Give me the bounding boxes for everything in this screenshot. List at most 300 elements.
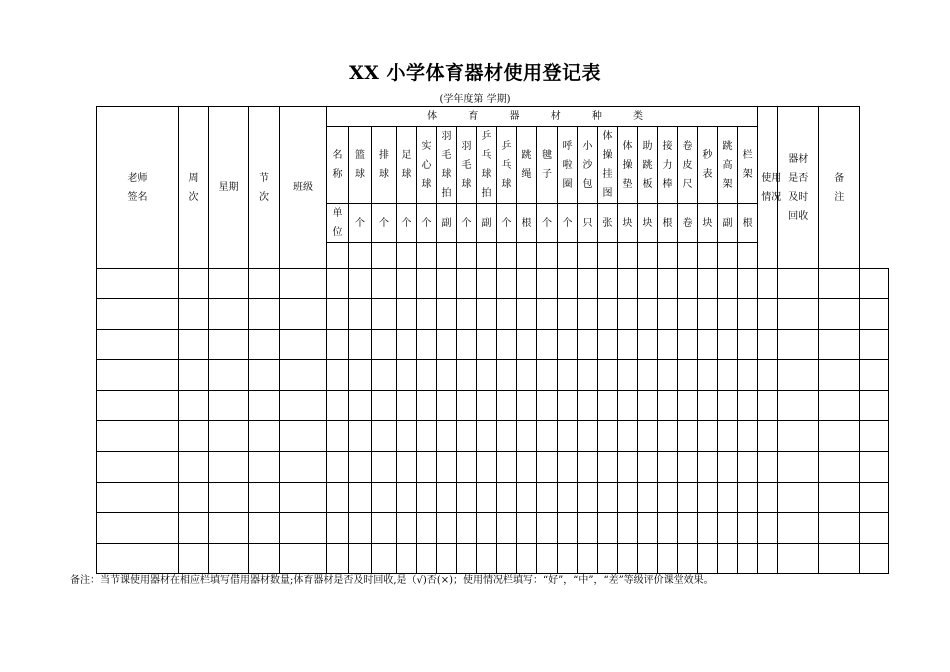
entry-cell[interactable] (558, 451, 578, 482)
entry-cell[interactable] (417, 451, 437, 482)
entry-cell[interactable] (778, 329, 819, 360)
entry-cell[interactable] (738, 269, 758, 299)
entry-cell[interactable] (578, 421, 598, 452)
entry-cell[interactable] (698, 390, 718, 421)
entry-cell[interactable] (349, 421, 372, 452)
entry-cell[interactable] (758, 299, 778, 330)
entry-cell[interactable] (578, 390, 598, 421)
entry-cell[interactable] (758, 390, 778, 421)
entry-cell[interactable] (718, 360, 738, 391)
entry-cell[interactable] (417, 329, 437, 360)
entry-cell[interactable] (678, 543, 698, 574)
entry-cell[interactable] (327, 543, 349, 574)
entry-cell[interactable] (819, 482, 860, 513)
entry-cell[interactable] (417, 543, 437, 574)
entry-cell[interactable] (558, 421, 578, 452)
entry-cell[interactable] (658, 329, 678, 360)
entry-cell[interactable] (537, 269, 558, 299)
entry-cell[interactable] (372, 451, 397, 482)
entry-cell[interactable] (678, 390, 698, 421)
entry-cell[interactable] (860, 513, 889, 544)
entry-cell[interactable] (249, 360, 280, 391)
entry-cell[interactable] (638, 329, 658, 360)
entry-cell[interactable] (558, 299, 578, 330)
entry-cell[interactable] (819, 360, 860, 391)
entry-cell[interactable] (698, 543, 718, 574)
entry-cell[interactable] (638, 269, 658, 299)
entry-cell[interactable] (658, 269, 678, 299)
entry-cell[interactable] (417, 421, 437, 452)
entry-cell[interactable] (349, 513, 372, 544)
entry-cell[interactable] (477, 299, 497, 330)
entry-cell[interactable] (598, 329, 618, 360)
entry-cell[interactable] (372, 421, 397, 452)
entry-cell[interactable] (417, 482, 437, 513)
entry-cell[interactable] (537, 421, 558, 452)
entry-cell[interactable] (497, 360, 517, 391)
entry-cell[interactable] (417, 360, 437, 391)
entry-cell[interactable] (179, 451, 209, 482)
entry-cell[interactable] (477, 451, 497, 482)
entry-cell[interactable] (417, 513, 437, 544)
entry-cell[interactable] (819, 329, 860, 360)
entry-cell[interactable] (477, 269, 497, 299)
entry-cell[interactable] (497, 390, 517, 421)
entry-cell[interactable] (249, 269, 280, 299)
entry-cell[interactable] (860, 451, 889, 482)
entry-cell[interactable] (578, 299, 598, 330)
entry-cell[interactable] (819, 269, 860, 299)
entry-cell[interactable] (778, 421, 819, 452)
entry-cell[interactable] (97, 482, 179, 513)
entry-cell[interactable] (457, 451, 477, 482)
entry-cell[interactable] (618, 451, 638, 482)
entry-cell[interactable] (718, 421, 738, 452)
entry-cell[interactable] (778, 360, 819, 391)
entry-cell[interactable] (97, 269, 179, 299)
entry-cell[interactable] (497, 543, 517, 574)
entry-cell[interactable] (517, 543, 537, 574)
entry-cell[interactable] (517, 299, 537, 330)
entry-cell[interactable] (819, 451, 860, 482)
entry-cell[interactable] (598, 513, 618, 544)
entry-cell[interactable] (457, 269, 477, 299)
entry-cell[interactable] (97, 513, 179, 544)
entry-cell[interactable] (437, 513, 457, 544)
entry-cell[interactable] (537, 299, 558, 330)
entry-cell[interactable] (397, 482, 417, 513)
entry-cell[interactable] (349, 543, 372, 574)
entry-cell[interactable] (678, 329, 698, 360)
entry-cell[interactable] (618, 513, 638, 544)
entry-cell[interactable] (249, 421, 280, 452)
entry-cell[interactable] (618, 482, 638, 513)
entry-cell[interactable] (397, 513, 417, 544)
entry-cell[interactable] (860, 269, 889, 299)
entry-cell[interactable] (658, 543, 678, 574)
entry-cell[interactable] (97, 543, 179, 574)
entry-cell[interactable] (698, 329, 718, 360)
entry-cell[interactable] (578, 513, 598, 544)
entry-cell[interactable] (437, 360, 457, 391)
entry-cell[interactable] (618, 543, 638, 574)
entry-cell[interactable] (537, 329, 558, 360)
entry-cell[interactable] (718, 269, 738, 299)
entry-cell[interactable] (179, 329, 209, 360)
entry-cell[interactable] (638, 451, 658, 482)
entry-cell[interactable] (618, 269, 638, 299)
entry-cell[interactable] (437, 451, 457, 482)
entry-cell[interactable] (249, 329, 280, 360)
entry-cell[interactable] (280, 482, 327, 513)
entry-cell[interactable] (209, 360, 249, 391)
entry-cell[interactable] (457, 329, 477, 360)
entry-cell[interactable] (280, 421, 327, 452)
entry-cell[interactable] (558, 390, 578, 421)
entry-cell[interactable] (778, 543, 819, 574)
entry-cell[interactable] (437, 390, 457, 421)
entry-cell[interactable] (678, 299, 698, 330)
entry-cell[interactable] (578, 543, 598, 574)
entry-cell[interactable] (638, 360, 658, 391)
entry-cell[interactable] (517, 269, 537, 299)
entry-cell[interactable] (578, 451, 598, 482)
entry-cell[interactable] (457, 482, 477, 513)
entry-cell[interactable] (517, 329, 537, 360)
entry-cell[interactable] (598, 451, 618, 482)
entry-cell[interactable] (517, 482, 537, 513)
entry-cell[interactable] (397, 390, 417, 421)
entry-cell[interactable] (638, 421, 658, 452)
entry-cell[interactable] (372, 360, 397, 391)
entry-cell[interactable] (457, 543, 477, 574)
entry-cell[interactable] (718, 451, 738, 482)
entry-cell[interactable] (537, 360, 558, 391)
entry-cell[interactable] (397, 421, 417, 452)
entry-cell[interactable] (517, 360, 537, 391)
entry-cell[interactable] (658, 421, 678, 452)
entry-cell[interactable] (758, 482, 778, 513)
entry-cell[interactable] (349, 451, 372, 482)
entry-cell[interactable] (698, 360, 718, 391)
entry-cell[interactable] (718, 299, 738, 330)
entry-cell[interactable] (578, 329, 598, 360)
entry-cell[interactable] (280, 269, 327, 299)
entry-cell[interactable] (558, 513, 578, 544)
entry-cell[interactable] (598, 269, 618, 299)
entry-cell[interactable] (778, 299, 819, 330)
entry-cell[interactable] (618, 299, 638, 330)
entry-cell[interactable] (738, 451, 758, 482)
entry-cell[interactable] (860, 543, 889, 574)
entry-cell[interactable] (718, 482, 738, 513)
entry-cell[interactable] (598, 482, 618, 513)
entry-cell[interactable] (718, 390, 738, 421)
entry-cell[interactable] (97, 329, 179, 360)
entry-cell[interactable] (678, 269, 698, 299)
entry-cell[interactable] (179, 269, 209, 299)
entry-cell[interactable] (437, 482, 457, 513)
entry-cell[interactable] (497, 451, 517, 482)
entry-cell[interactable] (537, 543, 558, 574)
entry-cell[interactable] (678, 451, 698, 482)
entry-cell[interactable] (658, 299, 678, 330)
entry-cell[interactable] (638, 390, 658, 421)
entry-cell[interactable] (280, 299, 327, 330)
entry-cell[interactable] (372, 269, 397, 299)
entry-cell[interactable] (738, 390, 758, 421)
entry-cell[interactable] (477, 513, 497, 544)
entry-cell[interactable] (477, 329, 497, 360)
entry-cell[interactable] (698, 482, 718, 513)
entry-cell[interactable] (558, 482, 578, 513)
entry-cell[interactable] (372, 513, 397, 544)
entry-cell[interactable] (758, 421, 778, 452)
entry-cell[interactable] (738, 513, 758, 544)
entry-cell[interactable] (758, 543, 778, 574)
entry-cell[interactable] (397, 451, 417, 482)
entry-cell[interactable] (280, 360, 327, 391)
entry-cell[interactable] (327, 329, 349, 360)
entry-cell[interactable] (209, 390, 249, 421)
entry-cell[interactable] (738, 299, 758, 330)
entry-cell[interactable] (758, 360, 778, 391)
entry-cell[interactable] (372, 543, 397, 574)
entry-cell[interactable] (477, 482, 497, 513)
entry-cell[interactable] (578, 482, 598, 513)
entry-cell[interactable] (718, 329, 738, 360)
entry-cell[interactable] (698, 421, 718, 452)
entry-cell[interactable] (97, 421, 179, 452)
entry-cell[interactable] (179, 513, 209, 544)
entry-cell[interactable] (758, 513, 778, 544)
entry-cell[interactable] (558, 360, 578, 391)
entry-cell[interactable] (678, 513, 698, 544)
entry-cell[interactable] (349, 390, 372, 421)
entry-cell[interactable] (537, 451, 558, 482)
entry-cell[interactable] (327, 269, 349, 299)
entry-cell[interactable] (678, 421, 698, 452)
entry-cell[interactable] (558, 329, 578, 360)
entry-cell[interactable] (738, 482, 758, 513)
entry-cell[interactable] (457, 421, 477, 452)
entry-cell[interactable] (819, 390, 860, 421)
entry-cell[interactable] (537, 482, 558, 513)
entry-cell[interactable] (280, 329, 327, 360)
entry-cell[interactable] (537, 390, 558, 421)
entry-cell[interactable] (327, 513, 349, 544)
entry-cell[interactable] (658, 513, 678, 544)
entry-cell[interactable] (457, 360, 477, 391)
entry-cell[interactable] (327, 299, 349, 330)
entry-cell[interactable] (457, 390, 477, 421)
entry-cell[interactable] (280, 390, 327, 421)
entry-cell[interactable] (497, 421, 517, 452)
entry-cell[interactable] (678, 482, 698, 513)
entry-cell[interactable] (209, 421, 249, 452)
entry-cell[interactable] (558, 269, 578, 299)
entry-cell[interactable] (658, 482, 678, 513)
entry-cell[interactable] (397, 360, 417, 391)
entry-cell[interactable] (718, 543, 738, 574)
entry-cell[interactable] (497, 299, 517, 330)
entry-cell[interactable] (658, 451, 678, 482)
entry-cell[interactable] (327, 451, 349, 482)
entry-cell[interactable] (618, 329, 638, 360)
entry-cell[interactable] (97, 451, 179, 482)
entry-cell[interactable] (598, 421, 618, 452)
entry-cell[interactable] (778, 451, 819, 482)
entry-cell[interactable] (738, 543, 758, 574)
entry-cell[interactable] (698, 451, 718, 482)
entry-cell[interactable] (638, 513, 658, 544)
entry-cell[interactable] (778, 482, 819, 513)
entry-cell[interactable] (738, 421, 758, 452)
entry-cell[interactable] (477, 421, 497, 452)
entry-cell[interactable] (179, 299, 209, 330)
entry-cell[interactable] (457, 513, 477, 544)
entry-cell[interactable] (249, 451, 280, 482)
entry-cell[interactable] (249, 482, 280, 513)
entry-cell[interactable] (209, 329, 249, 360)
entry-cell[interactable] (209, 482, 249, 513)
entry-cell[interactable] (249, 513, 280, 544)
entry-cell[interactable] (249, 543, 280, 574)
entry-cell[interactable] (417, 299, 437, 330)
entry-cell[interactable] (372, 329, 397, 360)
entry-cell[interactable] (860, 329, 889, 360)
entry-cell[interactable] (179, 360, 209, 391)
entry-cell[interactable] (349, 329, 372, 360)
entry-cell[interactable] (618, 360, 638, 391)
entry-cell[interactable] (397, 329, 417, 360)
entry-cell[interactable] (437, 269, 457, 299)
entry-cell[interactable] (349, 269, 372, 299)
entry-cell[interactable] (758, 451, 778, 482)
entry-cell[interactable] (327, 421, 349, 452)
entry-cell[interactable] (819, 299, 860, 330)
entry-cell[interactable] (372, 482, 397, 513)
entry-cell[interactable] (698, 269, 718, 299)
entry-cell[interactable] (249, 390, 280, 421)
entry-cell[interactable] (349, 299, 372, 330)
entry-cell[interactable] (819, 421, 860, 452)
entry-cell[interactable] (97, 390, 179, 421)
entry-cell[interactable] (578, 360, 598, 391)
entry-cell[interactable] (497, 513, 517, 544)
entry-cell[interactable] (280, 451, 327, 482)
entry-cell[interactable] (209, 269, 249, 299)
entry-cell[interactable] (349, 360, 372, 391)
entry-cell[interactable] (698, 299, 718, 330)
entry-cell[interactable] (397, 543, 417, 574)
entry-cell[interactable] (397, 269, 417, 299)
entry-cell[interactable] (437, 421, 457, 452)
entry-cell[interactable] (758, 269, 778, 299)
entry-cell[interactable] (397, 299, 417, 330)
entry-cell[interactable] (179, 421, 209, 452)
entry-cell[interactable] (618, 390, 638, 421)
entry-cell[interactable] (417, 269, 437, 299)
entry-cell[interactable] (618, 421, 638, 452)
entry-cell[interactable] (578, 269, 598, 299)
entry-cell[interactable] (209, 543, 249, 574)
entry-cell[interactable] (280, 513, 327, 544)
entry-cell[interactable] (249, 299, 280, 330)
entry-cell[interactable] (860, 360, 889, 391)
entry-cell[interactable] (179, 482, 209, 513)
entry-cell[interactable] (598, 299, 618, 330)
entry-cell[interactable] (778, 269, 819, 299)
entry-cell[interactable] (97, 360, 179, 391)
entry-cell[interactable] (457, 299, 477, 330)
entry-cell[interactable] (658, 390, 678, 421)
entry-cell[interactable] (738, 329, 758, 360)
entry-cell[interactable] (638, 299, 658, 330)
entry-cell[interactable] (327, 482, 349, 513)
entry-cell[interactable] (517, 513, 537, 544)
entry-cell[interactable] (437, 299, 457, 330)
entry-cell[interactable] (738, 360, 758, 391)
entry-cell[interactable] (209, 299, 249, 330)
entry-cell[interactable] (179, 390, 209, 421)
entry-cell[interactable] (179, 543, 209, 574)
entry-cell[interactable] (638, 482, 658, 513)
entry-cell[interactable] (97, 299, 179, 330)
entry-cell[interactable] (778, 390, 819, 421)
entry-cell[interactable] (497, 482, 517, 513)
entry-cell[interactable] (678, 360, 698, 391)
entry-cell[interactable] (860, 421, 889, 452)
entry-cell[interactable] (477, 360, 497, 391)
entry-cell[interactable] (598, 390, 618, 421)
entry-cell[interactable] (598, 543, 618, 574)
entry-cell[interactable] (517, 451, 537, 482)
entry-cell[interactable] (698, 513, 718, 544)
entry-cell[interactable] (860, 482, 889, 513)
entry-cell[interactable] (477, 390, 497, 421)
entry-cell[interactable] (327, 360, 349, 391)
entry-cell[interactable] (437, 329, 457, 360)
entry-cell[interactable] (497, 329, 517, 360)
entry-cell[interactable] (280, 543, 327, 574)
entry-cell[interactable] (437, 543, 457, 574)
entry-cell[interactable] (558, 543, 578, 574)
entry-cell[interactable] (497, 269, 517, 299)
entry-cell[interactable] (860, 390, 889, 421)
entry-cell[interactable] (819, 513, 860, 544)
entry-cell[interactable] (417, 390, 437, 421)
entry-cell[interactable] (517, 390, 537, 421)
entry-cell[interactable] (638, 543, 658, 574)
entry-cell[interactable] (209, 451, 249, 482)
entry-cell[interactable] (327, 390, 349, 421)
entry-cell[interactable] (537, 513, 558, 544)
entry-cell[interactable] (598, 360, 618, 391)
entry-cell[interactable] (860, 299, 889, 330)
entry-cell[interactable] (372, 390, 397, 421)
entry-cell[interactable] (758, 329, 778, 360)
entry-cell[interactable] (718, 513, 738, 544)
entry-cell[interactable] (477, 543, 497, 574)
entry-cell[interactable] (658, 360, 678, 391)
entry-cell[interactable] (349, 482, 372, 513)
entry-cell[interactable] (372, 299, 397, 330)
entry-cell[interactable] (209, 513, 249, 544)
entry-cell[interactable] (819, 543, 860, 574)
entry-cell[interactable] (778, 513, 819, 544)
entry-cell[interactable] (517, 421, 537, 452)
